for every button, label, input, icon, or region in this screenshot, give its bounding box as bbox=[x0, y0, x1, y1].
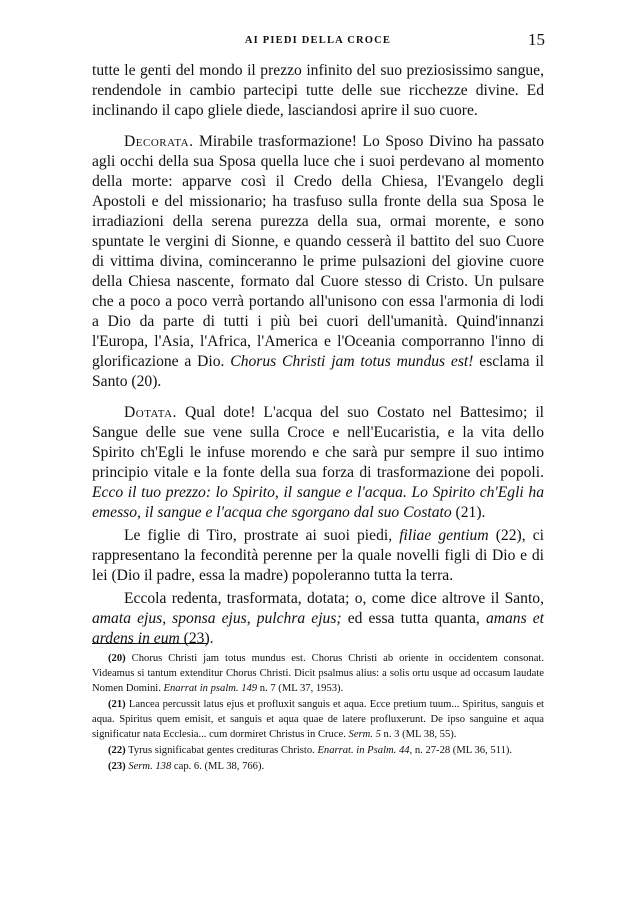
paragraph-text: ed essa tutta quanta, bbox=[341, 610, 486, 627]
paragraph-text: esclama il Santo (20). bbox=[92, 353, 544, 390]
section-heading-dotata: Dotata. bbox=[124, 404, 177, 421]
footnote-number: (22) bbox=[108, 745, 126, 756]
footnote-citation: Enarrat in psalm. 149 bbox=[163, 683, 258, 694]
footnote-number: (20) bbox=[108, 653, 126, 664]
paragraph-text: (22), ci rappresentano la fecondità perenne per la quale novelli figli di Dio e di lei (Dio il padre, essa la madre) popoleranno tutta la terra. bbox=[92, 527, 544, 584]
paragraph-text: tutte le genti del mondo il prezzo infinito del suo preziosissimo sangue, rendendole in cambio partecipi tutte delle sue ricchezze divine. Ed inclinando il capo gliele diede, lasciandosi aprire il suo cuore. bbox=[92, 62, 544, 119]
footnote-citation: Enarrat. in Psalm. 44, bbox=[317, 745, 413, 756]
footnote-text: Lancea percussit latus ejus et profluxit sanguis et aqua. Ecce pretium tuum... Spiritus, sanguis et aqua. Spiritus quem emisit, et sanguis et aqua quae de latere profluxerunt. De ipso sanguine et aqua significatur nata Ecclesia... cum dormiret Christus in Cruce. bbox=[92, 699, 544, 740]
footnote-citation: Serm. 138 bbox=[128, 761, 172, 772]
latin-quote: Chorus Christi jam totus mundus est! bbox=[230, 353, 474, 370]
paragraph-eccola-redenta bbox=[92, 589, 544, 649]
footnotes bbox=[92, 651, 544, 775]
page-number: 15 bbox=[528, 30, 545, 49]
latin-phrase: filiae gentium bbox=[399, 527, 489, 544]
italic-quote: Ecco il tuo prezzo: lo Spirito, il sangue e l'acqua. Lo Spirito ch'Egli ha emesso, il sangue e l'acqua che sgorgano dal suo Costato bbox=[92, 484, 544, 521]
paragraph-text: (23). bbox=[179, 630, 214, 647]
footnote-citation: Serm. 5 bbox=[348, 729, 381, 740]
footnote-text: n. 27-28 (ML 36, 511). bbox=[412, 745, 513, 756]
paragraph-text: (21). bbox=[451, 504, 486, 521]
main-text bbox=[92, 61, 544, 649]
footnote-20 bbox=[92, 651, 544, 696]
footnote-text: cap. 6. (ML 38, 766). bbox=[171, 761, 265, 772]
paragraph-text: Le figlie di Tiro, prostrate ai suoi piedi, bbox=[124, 527, 400, 544]
paragraph-text: Mirabile trasformazione! Lo Sposo Divino ha passato agli occhi della sua Sposa quella luce che i suoi perdevano al momento della morte: apparve così il Credo della Chiesa, l'Evangelo degli Apostoli e del missionario; ha trasfuso sulla fronte della sua Sposa le irradiazioni della serena purezza della sua, ormai morente, e sono spuntate le vergini di Sionne, e quando cesserà il battito del suo Cuore di vittima divina, cominceranno le prime pulsazioni del giovine cuore della Chiesa nascente, formato dal Cuore stesso di Cristo. Un pulsare che a poco a poco verrà portando all'unisono con essa l'armonia di lodi a Dio da parte di tutti i più bei cuori dell'umanità. Quind'innanzi l'Europa, l'Asia, l'Africa, l'America e l'Oceania comporranno l'inno di glorificazione a Dio. bbox=[92, 133, 544, 370]
footnote-text: n. 7 (ML 37, 1953). bbox=[257, 683, 344, 694]
footnote-divider bbox=[92, 643, 207, 644]
footnote-22 bbox=[92, 743, 544, 758]
paragraph-decorata bbox=[92, 132, 544, 392]
latin-phrase: amans et ardens in eum bbox=[92, 610, 544, 647]
latin-phrase: amata ejus, sponsa ejus, pulchra ejus; bbox=[92, 610, 342, 627]
footnote-number: (23) bbox=[108, 761, 126, 772]
footnote-number: (21) bbox=[108, 699, 126, 710]
paragraph-continuation bbox=[92, 61, 544, 121]
footnote-text: Tyrus significabat gentes credituras Christo. bbox=[125, 745, 318, 756]
footnote-23 bbox=[92, 759, 544, 774]
paragraph-text: Qual dote! L'acqua del suo Costato nel Battesimo; il Sangue delle sue vene sulla Croce e nell'Eucaristia, e la vita dello Spirito ch'Egli le infuse morendo e che sarà pur sempre il suo intimo principio vitale e la fonte della sua forza di trasformazione dei popoli. bbox=[92, 404, 544, 481]
paragraph-figlie-di-tiro bbox=[92, 526, 544, 586]
running-title: AI PIEDI DELLA CROCE bbox=[244, 35, 392, 46]
footnote-text: Chorus Christi jam totus mundus est. Chorus Christi ab oriente in occidentem consonat. Videamus si tantum extenditur Chorus Christi. Dicit psalmus alius: a solis ortu usque ad occasum laudate Nomen Domini. bbox=[92, 653, 544, 694]
section-heading-decorata: Decorata. bbox=[124, 133, 194, 150]
paragraph-text: Eccola redenta, trasformata, dotata; o, come dice altrove il Santo, bbox=[124, 590, 544, 607]
paragraph-dotata bbox=[92, 403, 544, 523]
footnote-21 bbox=[92, 697, 544, 742]
footnote-text: n. 3 (ML 38, 55). bbox=[380, 729, 457, 740]
